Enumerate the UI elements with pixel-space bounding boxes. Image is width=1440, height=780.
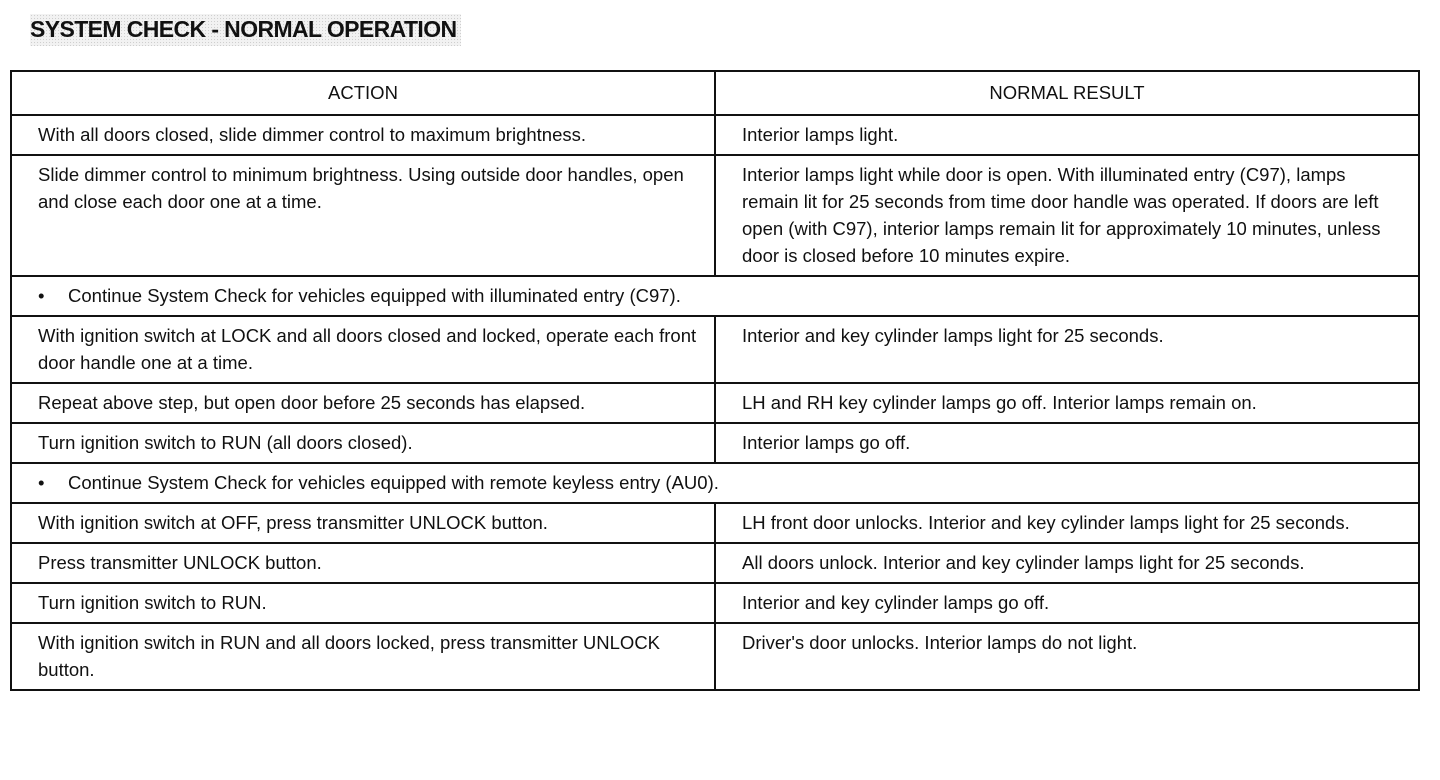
result-cell: Interior lamps light while door is open. With illuminated entry (C97), lamps remain lit for 25 seconds from time door handle was operated. If doors are left open (with C97), interior lamps remain lit for approximately 10 minutes, unless door is closed before 10 minutes expire. [715, 155, 1419, 276]
note-text: Continue System Check for vehicles equipped with remote keyless entry (AU0). [68, 472, 719, 493]
action-cell: Turn ignition switch to RUN (all doors closed). [11, 423, 715, 463]
table-row [11, 423, 1419, 463]
action-cell: Slide dimmer control to minimum brightness. Using outside door handles, open and close each door one at a time. [11, 155, 715, 276]
note-text: Continue System Check for vehicles equipped with illuminated entry (C97). [68, 285, 681, 306]
table-row [11, 316, 1419, 383]
note-cell [11, 276, 1419, 316]
result-cell: Interior lamps light. [715, 115, 1419, 155]
action-cell: Turn ignition switch to RUN. [11, 583, 715, 623]
table-row [11, 583, 1419, 623]
table-row [11, 155, 1419, 276]
result-cell: Interior lamps go off. [715, 423, 1419, 463]
column-header-action: ACTION [11, 71, 715, 115]
table-row [11, 503, 1419, 543]
result-cell: Interior and key cylinder lamps light for 25 seconds. [715, 316, 1419, 383]
bullet-icon: • [38, 472, 45, 493]
note-row [11, 463, 1419, 503]
system-check-table [10, 70, 1420, 691]
result-cell: Driver's door unlocks. Interior lamps do not light. [715, 623, 1419, 690]
result-cell: All doors unlock. Interior and key cylinder lamps light for 25 seconds. [715, 543, 1419, 583]
action-cell: With ignition switch in RUN and all doors locked, press transmitter UNLOCK button. [11, 623, 715, 690]
result-cell: LH front door unlocks. Interior and key cylinder lamps light for 25 seconds. [715, 503, 1419, 543]
result-cell: Interior and key cylinder lamps go off. [715, 583, 1419, 623]
action-cell: With ignition switch at OFF, press transmitter UNLOCK button. [11, 503, 715, 543]
column-header-normal-result: NORMAL RESULT [715, 71, 1419, 115]
result-cell: LH and RH key cylinder lamps go off. Interior lamps remain on. [715, 383, 1419, 423]
bullet-icon: • [38, 285, 45, 306]
action-cell: With all doors closed, slide dimmer control to maximum brightness. [11, 115, 715, 155]
table-row [11, 115, 1419, 155]
note-row [11, 276, 1419, 316]
table-row [11, 623, 1419, 690]
table-row [11, 383, 1419, 423]
page-title: SYSTEM CHECK - NORMAL OPERATION [30, 14, 461, 46]
action-cell: Repeat above step, but open door before 25 seconds has elapsed. [11, 383, 715, 423]
note-cell [11, 463, 1419, 503]
action-cell: With ignition switch at LOCK and all doors closed and locked, operate each front door handle one at a time. [11, 316, 715, 383]
table-row [11, 543, 1419, 583]
table-header-row [11, 71, 1419, 115]
action-cell: Press transmitter UNLOCK button. [11, 543, 715, 583]
